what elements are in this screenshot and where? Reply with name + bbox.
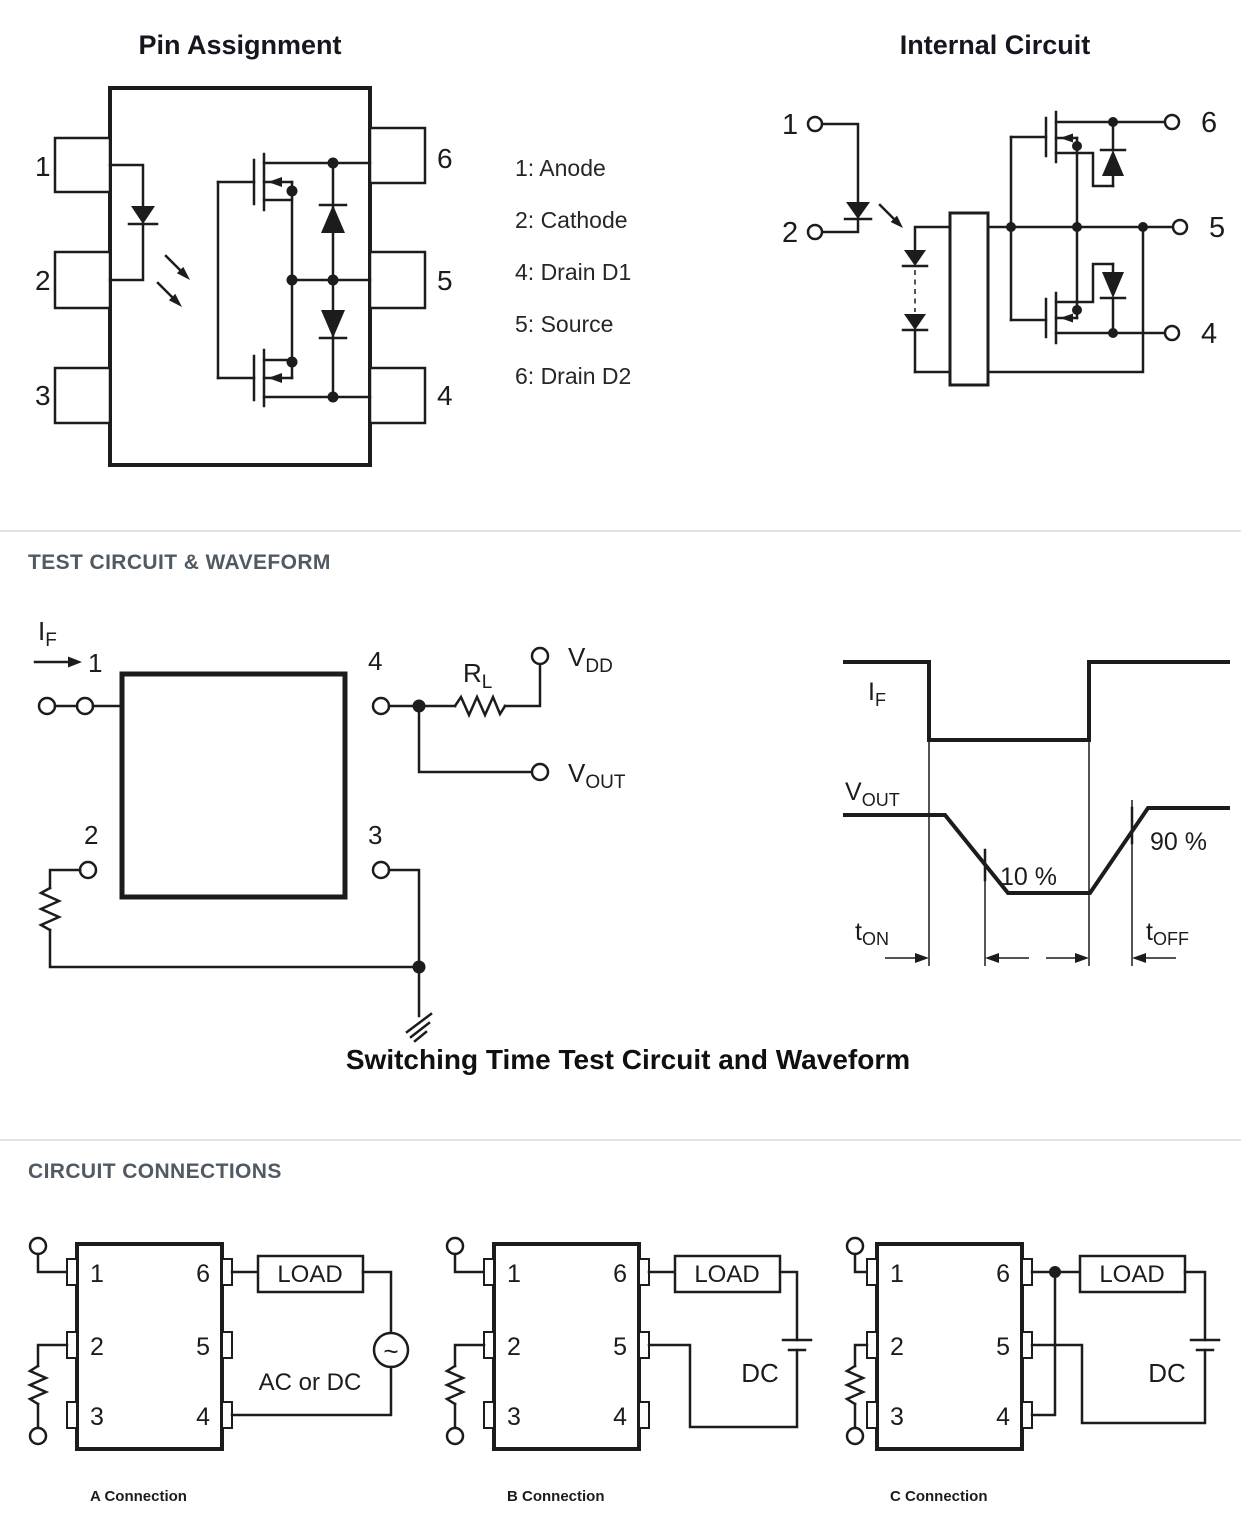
ac-source-icon: ~ — [383, 1336, 399, 1366]
connection-a-label: A Connection — [90, 1488, 187, 1505]
pin-number-3: 3 — [35, 380, 51, 411]
connection-b-label: B Connection — [507, 1488, 605, 1505]
terminal-number-6: 6 — [1201, 107, 1218, 139]
pin-function-list — [515, 142, 631, 402]
pin-assignment-title: Pin Assignment — [138, 30, 342, 60]
pin-assignment-diagram — [25, 80, 470, 470]
switching-waveform — [838, 648, 1233, 978]
package-outline — [55, 88, 425, 465]
conn-pin-3: 3 — [890, 1403, 904, 1431]
conn-pin-5: 5 — [196, 1333, 210, 1361]
conn-pin-5: 5 — [613, 1333, 627, 1361]
conn-pin-6: 6 — [196, 1260, 210, 1288]
pin-list-item: 4: Drain D1 — [515, 259, 632, 285]
conn-pin-1: 1 — [90, 1260, 104, 1288]
if-label: IF — [38, 616, 57, 651]
connection-diagram-b — [437, 1228, 837, 1518]
pin-number-2: 2 — [35, 265, 51, 296]
conn-pin-3: 3 — [90, 1403, 104, 1431]
connections-heading: CIRCUIT CONNECTIONS — [28, 1160, 282, 1183]
conn-pin-2: 2 — [90, 1333, 104, 1361]
conn-pin-6: 6 — [996, 1260, 1010, 1288]
internal-circuit-diagram — [760, 95, 1235, 425]
connection-a-wires — [30, 1238, 408, 1449]
ton-label: tON — [855, 918, 889, 949]
connection-c-label: C Connection — [890, 1488, 988, 1505]
waveform-vout-label: VOUT — [845, 778, 900, 810]
load-label: LOAD — [1099, 1261, 1165, 1288]
conn-pin-4: 4 — [613, 1403, 627, 1431]
pin-number-1: 1 — [35, 151, 51, 182]
test-circuit-wires — [35, 648, 548, 1041]
terminal-number-5: 5 — [1209, 212, 1226, 244]
section-divider — [0, 530, 1241, 532]
vout-label: VOUT — [568, 758, 626, 793]
pct-10-label: 10 % — [1000, 863, 1057, 891]
conn-pin-4: 4 — [996, 1403, 1010, 1431]
pin-list-item: 6: Drain D2 — [515, 363, 632, 389]
load-label: LOAD — [277, 1261, 343, 1288]
load-label: LOAD — [694, 1261, 760, 1288]
conn-pin-2: 2 — [507, 1333, 521, 1361]
pin-number-4: 4 — [437, 380, 453, 411]
pct-90-label: 90 % — [1150, 828, 1207, 856]
pin-list-item: 1: Anode — [515, 155, 606, 181]
input-led-branch — [808, 117, 906, 239]
test-circuit-caption: Switching Time Test Circuit and Waveform — [345, 1044, 911, 1075]
toff-label: tOFF — [1146, 918, 1189, 949]
test-section-heading: TEST CIRCUIT & WAVEFORM — [28, 551, 331, 574]
pin-list-item: 2: Cathode — [515, 207, 628, 233]
rl-label: RL — [463, 658, 493, 693]
terminal-number-1: 1 — [782, 109, 799, 141]
terminal-number-4: 4 — [1201, 318, 1218, 350]
conn-pin-2: 2 — [890, 1333, 904, 1361]
connection-diagram-c — [837, 1228, 1241, 1518]
pin-1-label: 1 — [88, 648, 103, 678]
conn-pin-5: 5 — [996, 1333, 1010, 1361]
conn-pin-6: 6 — [613, 1260, 627, 1288]
pin-number-6: 6 — [437, 143, 453, 174]
internal-circuit-title: Internal Circuit — [899, 30, 1091, 60]
waveform-traces — [845, 662, 1228, 966]
output-mosfet-circuit — [988, 112, 1187, 343]
conn-pin-1: 1 — [890, 1260, 904, 1288]
switching-test-circuit — [28, 598, 648, 1048]
terminal-number-2: 2 — [782, 217, 799, 249]
pin-4-label: 4 — [368, 646, 383, 676]
connection-diagram-a — [20, 1228, 420, 1518]
conn-pin-3: 3 — [507, 1403, 521, 1431]
ground-icon — [407, 1014, 431, 1041]
source-type-label: DC — [741, 1358, 779, 1388]
pin-list-item: 5: Source — [515, 311, 614, 337]
pin-number-5: 5 — [437, 265, 453, 296]
conn-pin-4: 4 — [196, 1403, 210, 1431]
source-type-label: AC or DC — [258, 1369, 362, 1396]
conn-pin-1: 1 — [507, 1260, 521, 1288]
pin-2-label: 2 — [84, 820, 99, 850]
waveform-if-label: IF — [868, 678, 886, 710]
section-divider — [0, 1139, 1241, 1141]
pin-3-label: 3 — [368, 820, 383, 850]
source-type-label: DC — [1148, 1358, 1186, 1388]
vdd-label: VDD — [568, 642, 613, 677]
